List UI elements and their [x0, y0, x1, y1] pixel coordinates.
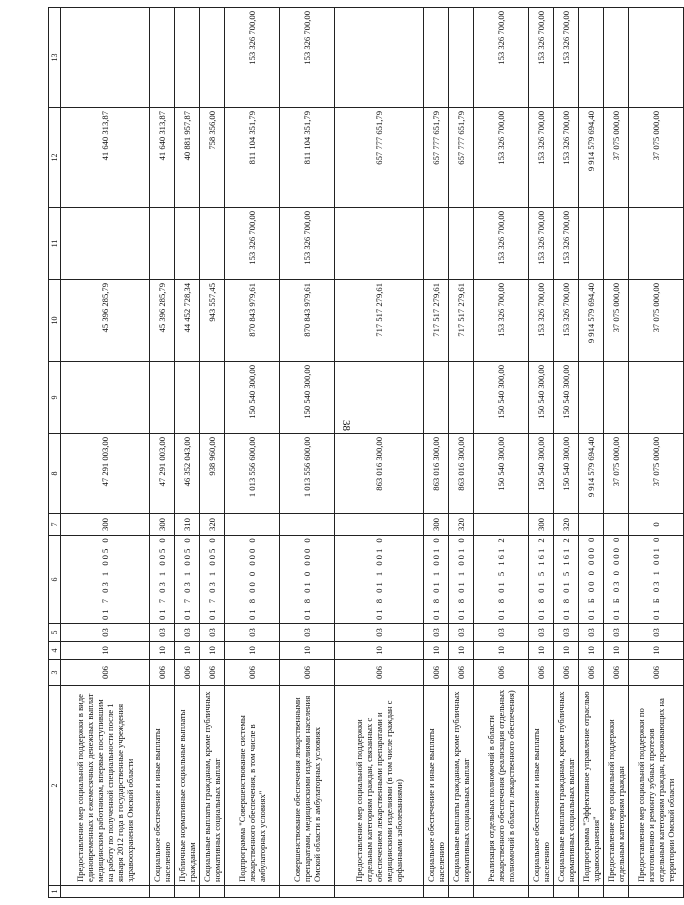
expense-type-cell: [474, 514, 529, 536]
amount-col8-cell: 1 013 556 600,00: [280, 434, 335, 514]
target-code-cell: 01 8 01 5 161 2: [529, 536, 554, 624]
glava-cell: 006: [449, 660, 474, 686]
glava-cell: 006: [529, 660, 554, 686]
expense-type-cell: 0: [629, 514, 684, 536]
amount-col8-cell: 47 291 003,00: [61, 434, 150, 514]
target-code-cell: 01 7 03 1 005 0: [61, 536, 150, 624]
amount-col10-cell: 44 452 728,34: [175, 280, 200, 362]
amount-col13-cell: [424, 8, 449, 108]
row-name-cell: Публичные нормативные социальные выплаты гражданам: [175, 686, 200, 886]
amount-col10-cell: 870 843 979,61: [225, 280, 280, 362]
amount-col13-cell: [604, 8, 629, 108]
amount-col8-cell: 9 914 579 694,40: [579, 434, 604, 514]
podrazdel-cell: 03: [474, 624, 529, 642]
amount-col11-cell: [604, 208, 629, 280]
amount-col11-cell: 153 326 700,00: [225, 208, 280, 280]
amount-col10-cell: 870 843 979,61: [280, 280, 335, 362]
amount-col9-cell: 150 540 300,00: [474, 362, 529, 434]
amount-col12-cell: 657 777 651,79: [335, 108, 424, 208]
razdel-cell: 10: [629, 642, 684, 660]
row-blank-cell: [335, 886, 424, 898]
glava-cell: 006: [200, 660, 225, 686]
amount-col11-cell: [175, 208, 200, 280]
row-blank-cell: [474, 886, 529, 898]
amount-col9-cell: 150 540 300,00: [225, 362, 280, 434]
row-blank-cell: [579, 886, 604, 898]
row-name-cell: Предоставление мер социальной поддержки по изготовлению и ремонту зубных протезов отдельным категориям граждан, проживающих на территории Омской области: [629, 686, 684, 886]
glava-cell: 006: [61, 660, 150, 686]
amount-col12-cell: 153 326 700,00: [474, 108, 529, 208]
target-code-cell: 01 Б 00 0 000 0: [579, 536, 604, 624]
column-number-10: 10: [49, 280, 61, 362]
table-row: [449, 8, 474, 898]
amount-col13-cell: 153 326 700,00: [280, 8, 335, 108]
amount-col13-cell: 153 326 700,00: [474, 8, 529, 108]
amount-col9-cell: [335, 362, 424, 434]
column-number-4: 4: [49, 642, 61, 660]
razdel-cell: 10: [529, 642, 554, 660]
amount-col9-cell: [150, 362, 175, 434]
razdel-cell: 10: [225, 642, 280, 660]
target-code-cell: 01 7 03 1 005 0: [175, 536, 200, 624]
table-row: [604, 8, 629, 898]
target-code-cell: 01 7 03 1 005 0: [200, 536, 225, 624]
amount-col12-cell: 40 881 957,87: [175, 108, 200, 208]
podrazdel-cell: 03: [449, 624, 474, 642]
amount-col12-cell: 811 104 351,79: [225, 108, 280, 208]
row-name-cell: Социальное обеспечение и иные выплаты населению: [529, 686, 554, 886]
column-number-7: 7: [49, 514, 61, 536]
amount-col13-cell: [150, 8, 175, 108]
expense-type-cell: 300: [150, 514, 175, 536]
amount-col12-cell: 811 104 351,79: [280, 108, 335, 208]
amount-col12-cell: 657 777 651,79: [424, 108, 449, 208]
amount-col12-cell: 41 640 313,87: [61, 108, 150, 208]
row-blank-cell: [604, 886, 629, 898]
amount-col8-cell: 46 352 043,00: [175, 434, 200, 514]
row-blank-cell: [61, 886, 150, 898]
amount-col9-cell: [604, 362, 629, 434]
amount-col11-cell: 153 326 700,00: [529, 208, 554, 280]
podrazdel-cell: 03: [579, 624, 604, 642]
razdel-cell: 10: [150, 642, 175, 660]
amount-col11-cell: [629, 208, 684, 280]
amount-col12-cell: 657 777 651,79: [449, 108, 474, 208]
amount-col11-cell: [424, 208, 449, 280]
amount-col12-cell: 758 356,00: [200, 108, 225, 208]
target-code-cell: 01 Б 03 0 000 0: [604, 536, 629, 624]
amount-col13-cell: [629, 8, 684, 108]
razdel-cell: 10: [579, 642, 604, 660]
table-row: [629, 8, 684, 898]
amount-col9-cell: [449, 362, 474, 434]
target-code-cell: 01 Б 03 1 001 0: [629, 536, 684, 624]
column-number-12: 12: [49, 108, 61, 208]
amount-col10-cell: 37 075 000,00: [604, 280, 629, 362]
expense-type-cell: [604, 514, 629, 536]
row-blank-cell: [280, 886, 335, 898]
target-code-cell: 01 8 01 1 001 0: [449, 536, 474, 624]
amount-col10-cell: 37 075 000,00: [629, 280, 684, 362]
glava-cell: 006: [579, 660, 604, 686]
amount-col11-cell: 153 326 700,00: [554, 208, 579, 280]
amount-col8-cell: 37 075 000,00: [604, 434, 629, 514]
amount-col10-cell: 45 396 285,79: [150, 280, 175, 362]
amount-col13-cell: [175, 8, 200, 108]
table-row: [579, 8, 604, 898]
expense-type-cell: [335, 514, 424, 536]
amount-col11-cell: [449, 208, 474, 280]
column-number-8: 8: [49, 434, 61, 514]
razdel-cell: 10: [280, 642, 335, 660]
amount-col8-cell: 1 013 556 600,00: [225, 434, 280, 514]
budget-table: [48, 7, 684, 898]
row-blank-cell: [449, 886, 474, 898]
row-blank-cell: [554, 886, 579, 898]
row-name-cell: Социальное обеспечение и иные выплаты населению: [424, 686, 449, 886]
column-number-row: [49, 8, 61, 898]
target-code-cell: 01 8 01 5 161 2: [554, 536, 579, 624]
glava-cell: 006: [280, 660, 335, 686]
target-code-cell: 01 8 01 5 161 2: [474, 536, 529, 624]
expense-type-cell: 310: [175, 514, 200, 536]
table-row: [225, 8, 280, 898]
amount-col9-cell: 150 540 300,00: [529, 362, 554, 434]
amount-col11-cell: [150, 208, 175, 280]
amount-col9-cell: [175, 362, 200, 434]
row-name-cell: Социальные выплаты гражданам, кроме публичных нормативных социальных выплат: [449, 686, 474, 886]
amount-col13-cell: 153 326 700,00: [554, 8, 579, 108]
table-body: [61, 8, 684, 898]
razdel-cell: 10: [604, 642, 629, 660]
target-code-cell: 01 8 00 0 000 0: [225, 536, 280, 624]
amount-col10-cell: 45 396 285,79: [61, 280, 150, 362]
amount-col13-cell: 153 326 700,00: [529, 8, 554, 108]
glava-cell: 006: [604, 660, 629, 686]
amount-col9-cell: [200, 362, 225, 434]
row-name-cell: Социальные выплаты гражданам, кроме публичных нормативных социальных выплат: [200, 686, 225, 886]
expense-type-cell: 320: [449, 514, 474, 536]
podrazdel-cell: 03: [629, 624, 684, 642]
target-code-cell: 01 8 01 1 001 0: [335, 536, 424, 624]
razdel-cell: 10: [61, 642, 150, 660]
table-row: [61, 8, 150, 898]
row-blank-cell: [150, 886, 175, 898]
row-blank-cell: [175, 886, 200, 898]
amount-col11-cell: [579, 208, 604, 280]
table-row: [424, 8, 449, 898]
podrazdel-cell: 03: [61, 624, 150, 642]
row-name-cell: Предоставление мер социальной поддержки в виде единовременных и ежемесячных денежных выплат медицинским работникам, впервые поступившим на работу по полученной специальности после 1 января 2012 года в государственные учреждения здравоохранения Омской области: [61, 686, 150, 886]
expense-type-cell: 300: [424, 514, 449, 536]
amount-col12-cell: 37 075 000,00: [629, 108, 684, 208]
expense-type-cell: [280, 514, 335, 536]
amount-col11-cell: [200, 208, 225, 280]
row-name-cell: Социальное обеспечение и иные выплаты населению: [150, 686, 175, 886]
razdel-cell: 10: [335, 642, 424, 660]
expense-type-cell: 300: [529, 514, 554, 536]
amount-col8-cell: 863 016 300,00: [449, 434, 474, 514]
table-row: [200, 8, 225, 898]
glava-cell: 006: [225, 660, 280, 686]
podrazdel-cell: 03: [280, 624, 335, 642]
column-number-5: 5: [49, 624, 61, 642]
column-number-3: 3: [49, 660, 61, 686]
amount-col11-cell: [335, 208, 424, 280]
row-name-cell: Подпрограмма "Совершенствование системы лекарственного обеспечения, в том числе в амбулаторных условиях": [225, 686, 280, 886]
row-name-cell: Социальные выплаты гражданам, кроме публичных нормативных социальных выплат: [554, 686, 579, 886]
glava-cell: 006: [474, 660, 529, 686]
amount-col8-cell: 938 960,00: [200, 434, 225, 514]
amount-col13-cell: 153 326 700,00: [225, 8, 280, 108]
row-name-cell: Реализация отдельных полномочий в области лекарственного обеспечения (реализация отдельных полномочий в области лекарственного обеспечения): [474, 686, 529, 886]
table-row: [529, 8, 554, 898]
amount-col10-cell: 717 517 279,61: [449, 280, 474, 362]
amount-col10-cell: 153 326 700,00: [474, 280, 529, 362]
row-blank-cell: [424, 886, 449, 898]
column-number-2: 2: [49, 686, 61, 886]
amount-col10-cell: 717 517 279,61: [424, 280, 449, 362]
glava-cell: 006: [554, 660, 579, 686]
podrazdel-cell: 03: [175, 624, 200, 642]
glava-cell: 006: [629, 660, 684, 686]
amount-col10-cell: 9 914 579 694,40: [579, 280, 604, 362]
glava-cell: 006: [335, 660, 424, 686]
expense-type-cell: [579, 514, 604, 536]
amount-col13-cell: [200, 8, 225, 108]
expense-type-cell: [225, 514, 280, 536]
amount-col13-cell: [579, 8, 604, 108]
target-code-cell: 01 7 03 1 005 0: [150, 536, 175, 624]
table-row: [280, 8, 335, 898]
amount-col8-cell: 863 016 300,00: [424, 434, 449, 514]
column-number-13: 13: [49, 8, 61, 108]
amount-col10-cell: 153 326 700,00: [529, 280, 554, 362]
glava-cell: 006: [150, 660, 175, 686]
amount-col11-cell: 153 326 700,00: [280, 208, 335, 280]
target-code-cell: 01 8 01 1 001 0: [424, 536, 449, 624]
amount-col9-cell: 150 540 300,00: [554, 362, 579, 434]
glava-cell: 006: [424, 660, 449, 686]
row-name-cell: Предоставление мер социальной поддержки отдельным категориям граждан: [604, 686, 629, 886]
row-name-cell: Подпрограмма "Эффективное управление отраслью здравоохранения": [579, 686, 604, 886]
page-number: 38: [340, 420, 352, 431]
target-code-cell: 01 8 01 0 000 0: [280, 536, 335, 624]
table-row: [474, 8, 529, 898]
amount-col10-cell: 717 517 279,61: [335, 280, 424, 362]
podrazdel-cell: 03: [529, 624, 554, 642]
podrazdel-cell: 03: [424, 624, 449, 642]
row-blank-cell: [629, 886, 684, 898]
column-number-6: 6: [49, 536, 61, 624]
amount-col8-cell: 150 540 300,00: [529, 434, 554, 514]
amount-col9-cell: 150 540 300,00: [280, 362, 335, 434]
razdel-cell: 10: [449, 642, 474, 660]
amount-col12-cell: 9 914 579 694,40: [579, 108, 604, 208]
amount-col11-cell: [61, 208, 150, 280]
podrazdel-cell: 03: [335, 624, 424, 642]
podrazdel-cell: 03: [150, 624, 175, 642]
expense-type-cell: 320: [554, 514, 579, 536]
row-name-cell: Совершенствование обеспечения лекарственными препаратами, медицинскими изделиями населения Омской области в амбулаторных условиях: [280, 686, 335, 886]
razdel-cell: 10: [200, 642, 225, 660]
amount-col8-cell: 863 016 300,00: [335, 434, 424, 514]
amount-col9-cell: [579, 362, 604, 434]
row-blank-cell: [225, 886, 280, 898]
amount-col9-cell: [424, 362, 449, 434]
table-row: [150, 8, 175, 898]
table-row: [335, 8, 424, 898]
razdel-cell: 10: [554, 642, 579, 660]
expense-type-cell: 300: [61, 514, 150, 536]
amount-col13-cell: [449, 8, 474, 108]
table-row: [175, 8, 200, 898]
amount-col12-cell: 37 075 000,00: [604, 108, 629, 208]
podrazdel-cell: 03: [225, 624, 280, 642]
expense-type-cell: 320: [200, 514, 225, 536]
amount-col13-cell: [61, 8, 150, 108]
amount-col13-cell: [335, 8, 424, 108]
amount-col9-cell: [629, 362, 684, 434]
row-name-cell: Предоставление мер социальной поддержки отдельным категориям граждан, связанных с обеспечением лекарственными препаратами и медицинскими изделиями (в том числе граждан с орфанными заболеваниями): [335, 686, 424, 886]
glava-cell: 006: [175, 660, 200, 686]
razdel-cell: 10: [175, 642, 200, 660]
table-row: [554, 8, 579, 898]
amount-col12-cell: 153 326 700,00: [529, 108, 554, 208]
amount-col8-cell: 150 540 300,00: [554, 434, 579, 514]
amount-col12-cell: 41 640 313,87: [150, 108, 175, 208]
razdel-cell: 10: [474, 642, 529, 660]
amount-col10-cell: 153 326 700,00: [554, 280, 579, 362]
amount-col8-cell: 47 291 003,00: [150, 434, 175, 514]
budget-table-container: [48, 8, 676, 898]
podrazdel-cell: 03: [200, 624, 225, 642]
podrazdel-cell: 03: [554, 624, 579, 642]
amount-col9-cell: [61, 362, 150, 434]
amount-col8-cell: 150 540 300,00: [474, 434, 529, 514]
column-number-9: 9: [49, 362, 61, 434]
row-blank-cell: [529, 886, 554, 898]
row-blank-cell: [200, 886, 225, 898]
amount-col11-cell: 153 326 700,00: [474, 208, 529, 280]
amount-col12-cell: 153 326 700,00: [554, 108, 579, 208]
podrazdel-cell: 03: [604, 624, 629, 642]
amount-col10-cell: 943 557,45: [200, 280, 225, 362]
razdel-cell: 10: [424, 642, 449, 660]
amount-col8-cell: 37 075 000,00: [629, 434, 684, 514]
column-number-1: 1: [49, 886, 61, 898]
column-number-11: 11: [49, 208, 61, 280]
